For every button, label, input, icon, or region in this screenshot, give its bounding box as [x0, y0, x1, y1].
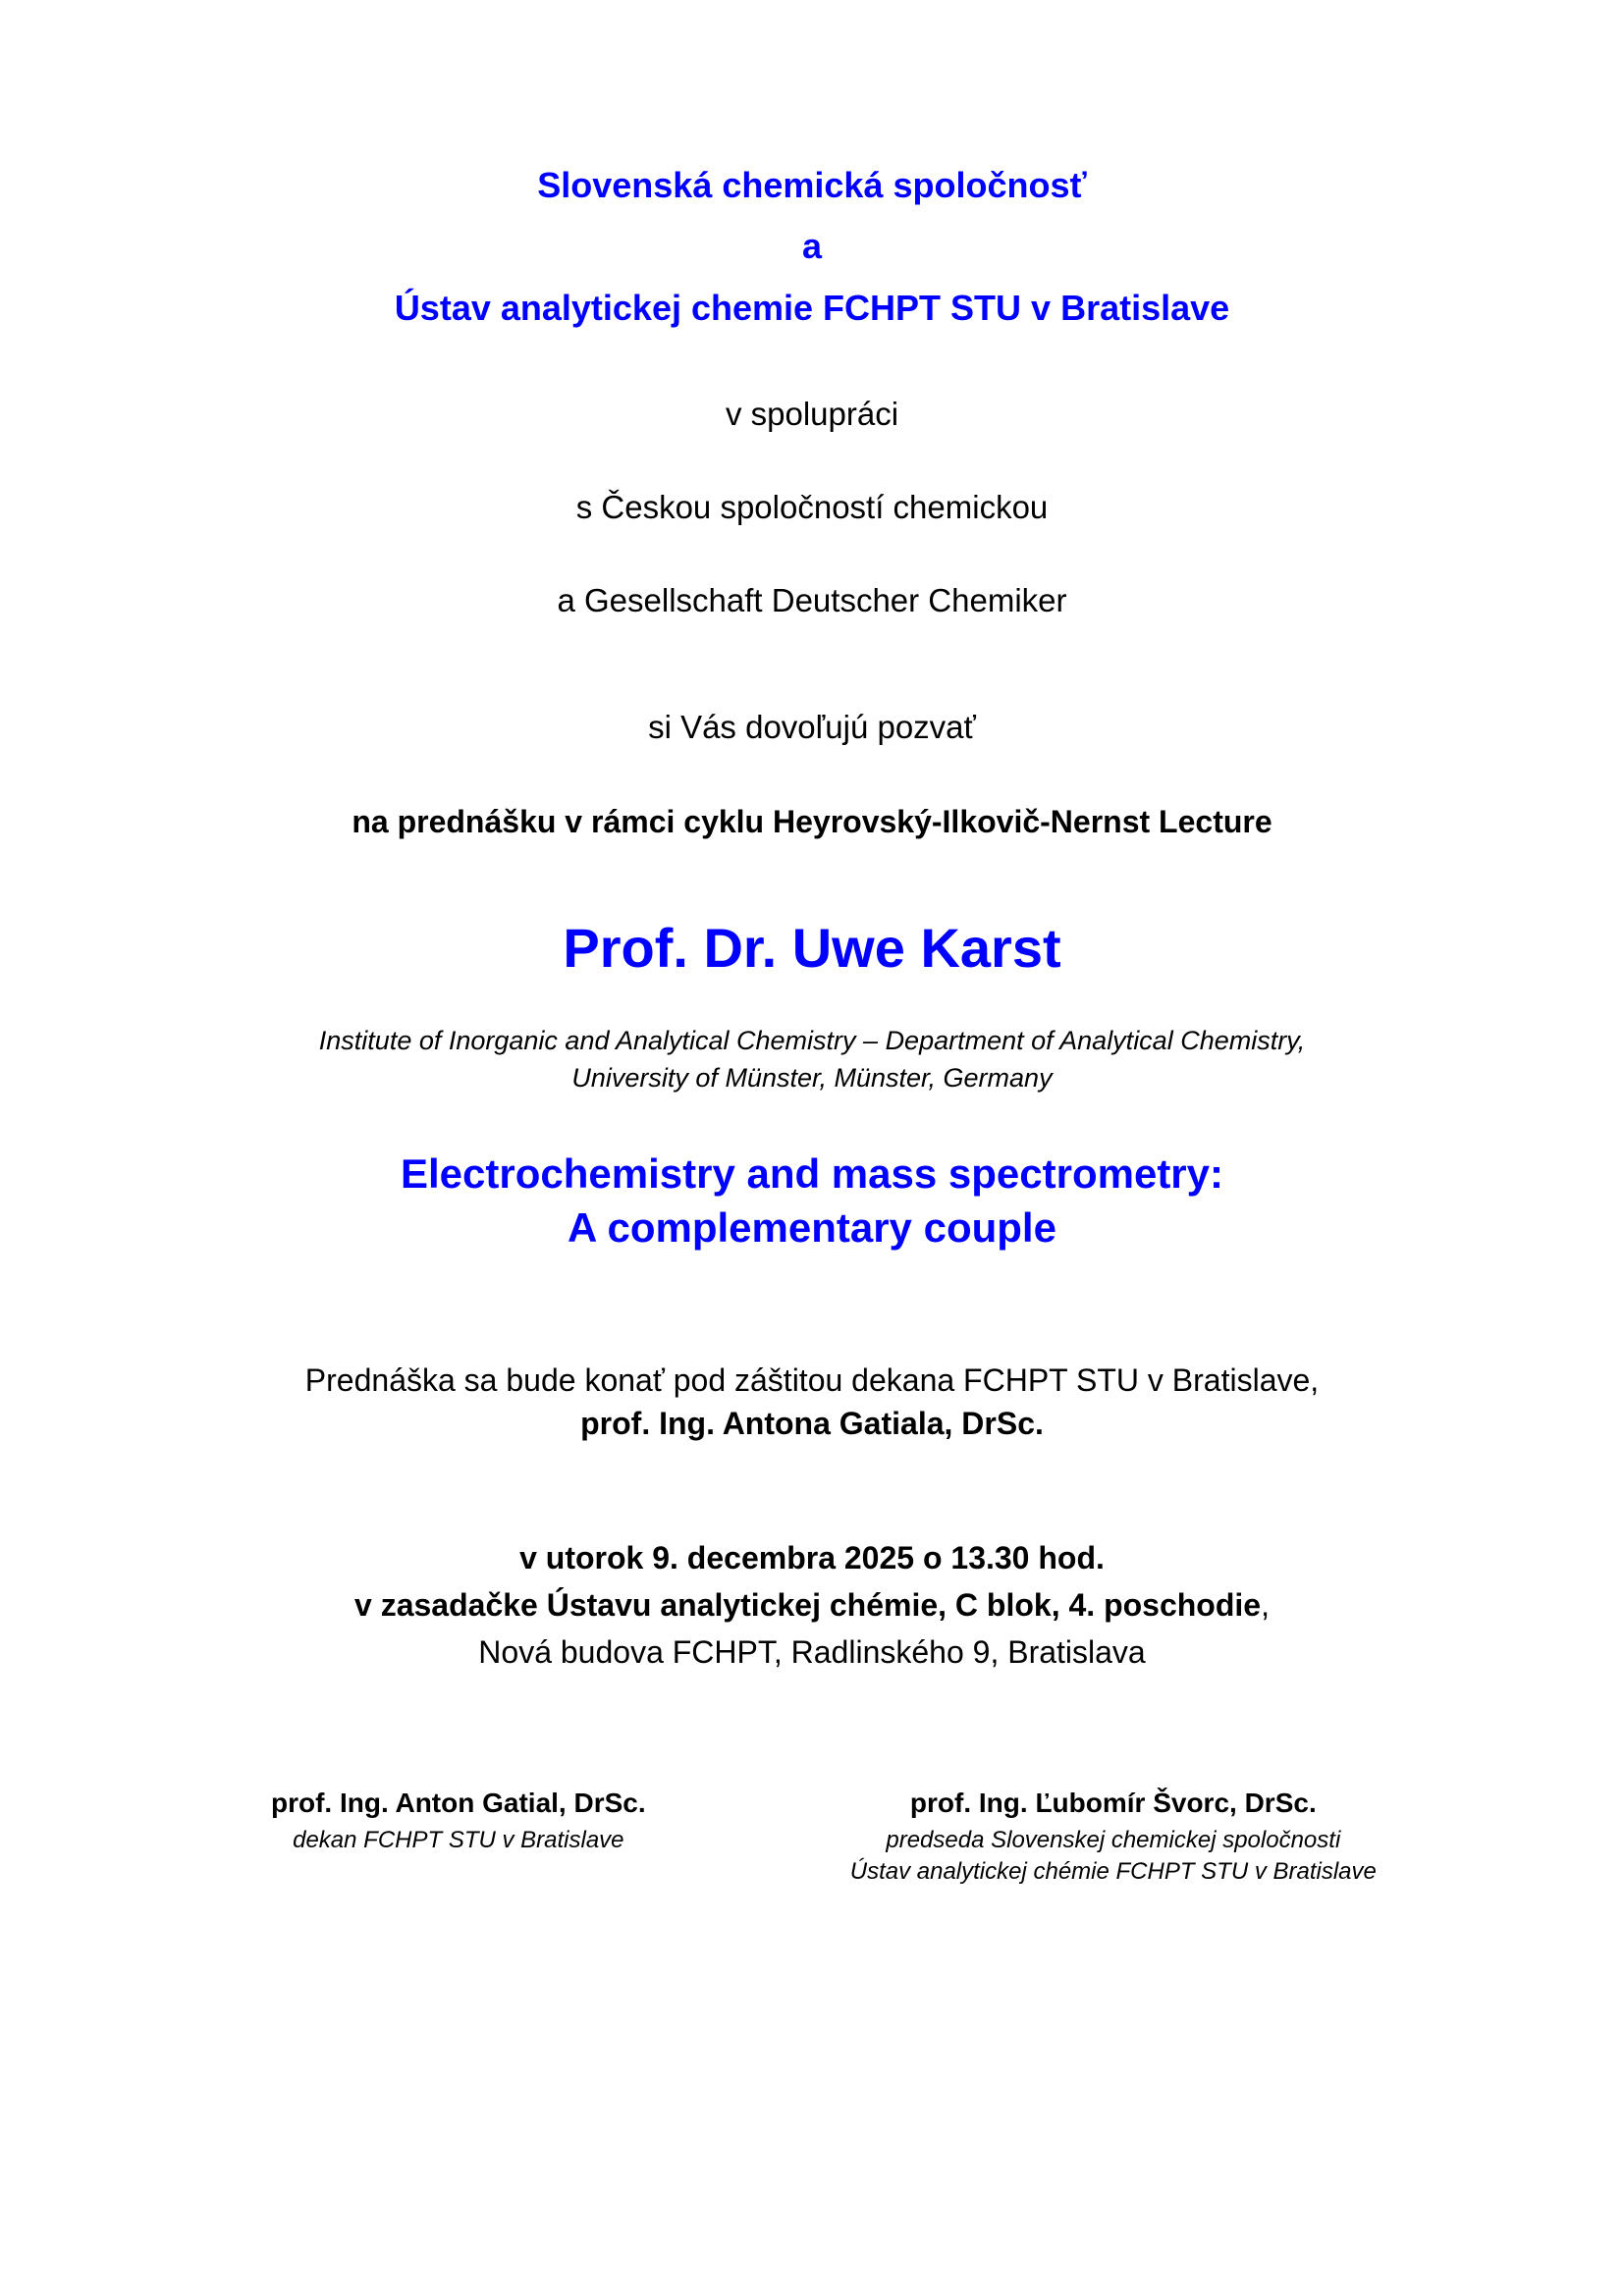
- lecture-title-line-2: A complementary couple: [568, 1204, 1056, 1252]
- speaker-affiliation-university: University of Münster, Münster, Germany: [571, 1062, 1053, 1093]
- speaker-name: Prof. Dr. Uwe Karst: [563, 916, 1061, 979]
- organiser-conjunction: a: [801, 226, 823, 267]
- signature-left-name: prof. Ing. Anton Gatial, DrSc.: [270, 1787, 646, 1818]
- cooperation-partner-de: a Gesellschaft Deutscher Chemiker: [557, 582, 1067, 619]
- signature-right-role-society: predseda Slovenskej chemickej spoločnosti: [886, 1826, 1341, 1853]
- signature-right: [760, 1788, 1467, 1886]
- speaker-affiliation-institute: Institute of Inorganic and Analytical Chemistry – Department of Analytical Chemistry,: [318, 1025, 1306, 1055]
- event-details-block: [147, 1540, 1477, 1671]
- signature-left: [157, 1788, 760, 1886]
- patronage-block: [147, 1362, 1477, 1443]
- cooperation-block: [147, 396, 1477, 620]
- event-venue-room-text: v zasadačke Ústavu analytickej chémie, C blok, 4. poschodie: [354, 1587, 1262, 1624]
- event-venue-room-comma: ,: [1261, 1587, 1270, 1624]
- patronage-statement: Prednáška sa bude konať pod záštitou dekana FCHPT STU v Bratislave,: [304, 1362, 1320, 1398]
- organiser-primary-name: Slovenská chemická spoločnosť: [537, 165, 1087, 205]
- event-datetime: v utorok 9. decembra 2025 o 13.30 hod.: [519, 1540, 1105, 1576]
- cooperation-intro: v spolupráci: [725, 396, 899, 433]
- invitation-intro: si Vás dovoľujú pozvať: [648, 709, 976, 746]
- signatures-block: [147, 1788, 1477, 1886]
- speaker-block: [147, 916, 1477, 1095]
- lecture-title-block: [147, 1149, 1477, 1253]
- invitation-block: [147, 709, 1477, 841]
- signature-left-role: dekan FCHPT STU v Bratislave: [293, 1826, 624, 1853]
- cooperation-partner-cz: s Českou spoločností chemickou: [575, 489, 1049, 526]
- event-venue-address: Nová budova FCHPT, Radlinského 9, Bratislava: [478, 1633, 1146, 1670]
- lecture-series-name: na prednášku v rámci cyklu Heyrovský-Ilkovič-Nernst Lecture: [352, 804, 1272, 840]
- organisers-block: [147, 0, 1477, 329]
- lecture-title-line-1: Electrochemistry and mass spectrometry:: [400, 1149, 1223, 1197]
- signature-right-role-institute: Ústav analytickej chémie FCHPT STU v Bratislave: [849, 1857, 1377, 1885]
- organiser-secondary-name: Ústav analytickej chemie FCHPT STU v Bratislave: [394, 287, 1230, 328]
- signature-right-name: prof. Ing. Ľubomír Švorc, DrSc.: [909, 1787, 1317, 1818]
- event-venue-room: [147, 1587, 1477, 1625]
- patronage-dean-name: prof. Ing. Antona Gatiala, DrSc.: [580, 1405, 1044, 1441]
